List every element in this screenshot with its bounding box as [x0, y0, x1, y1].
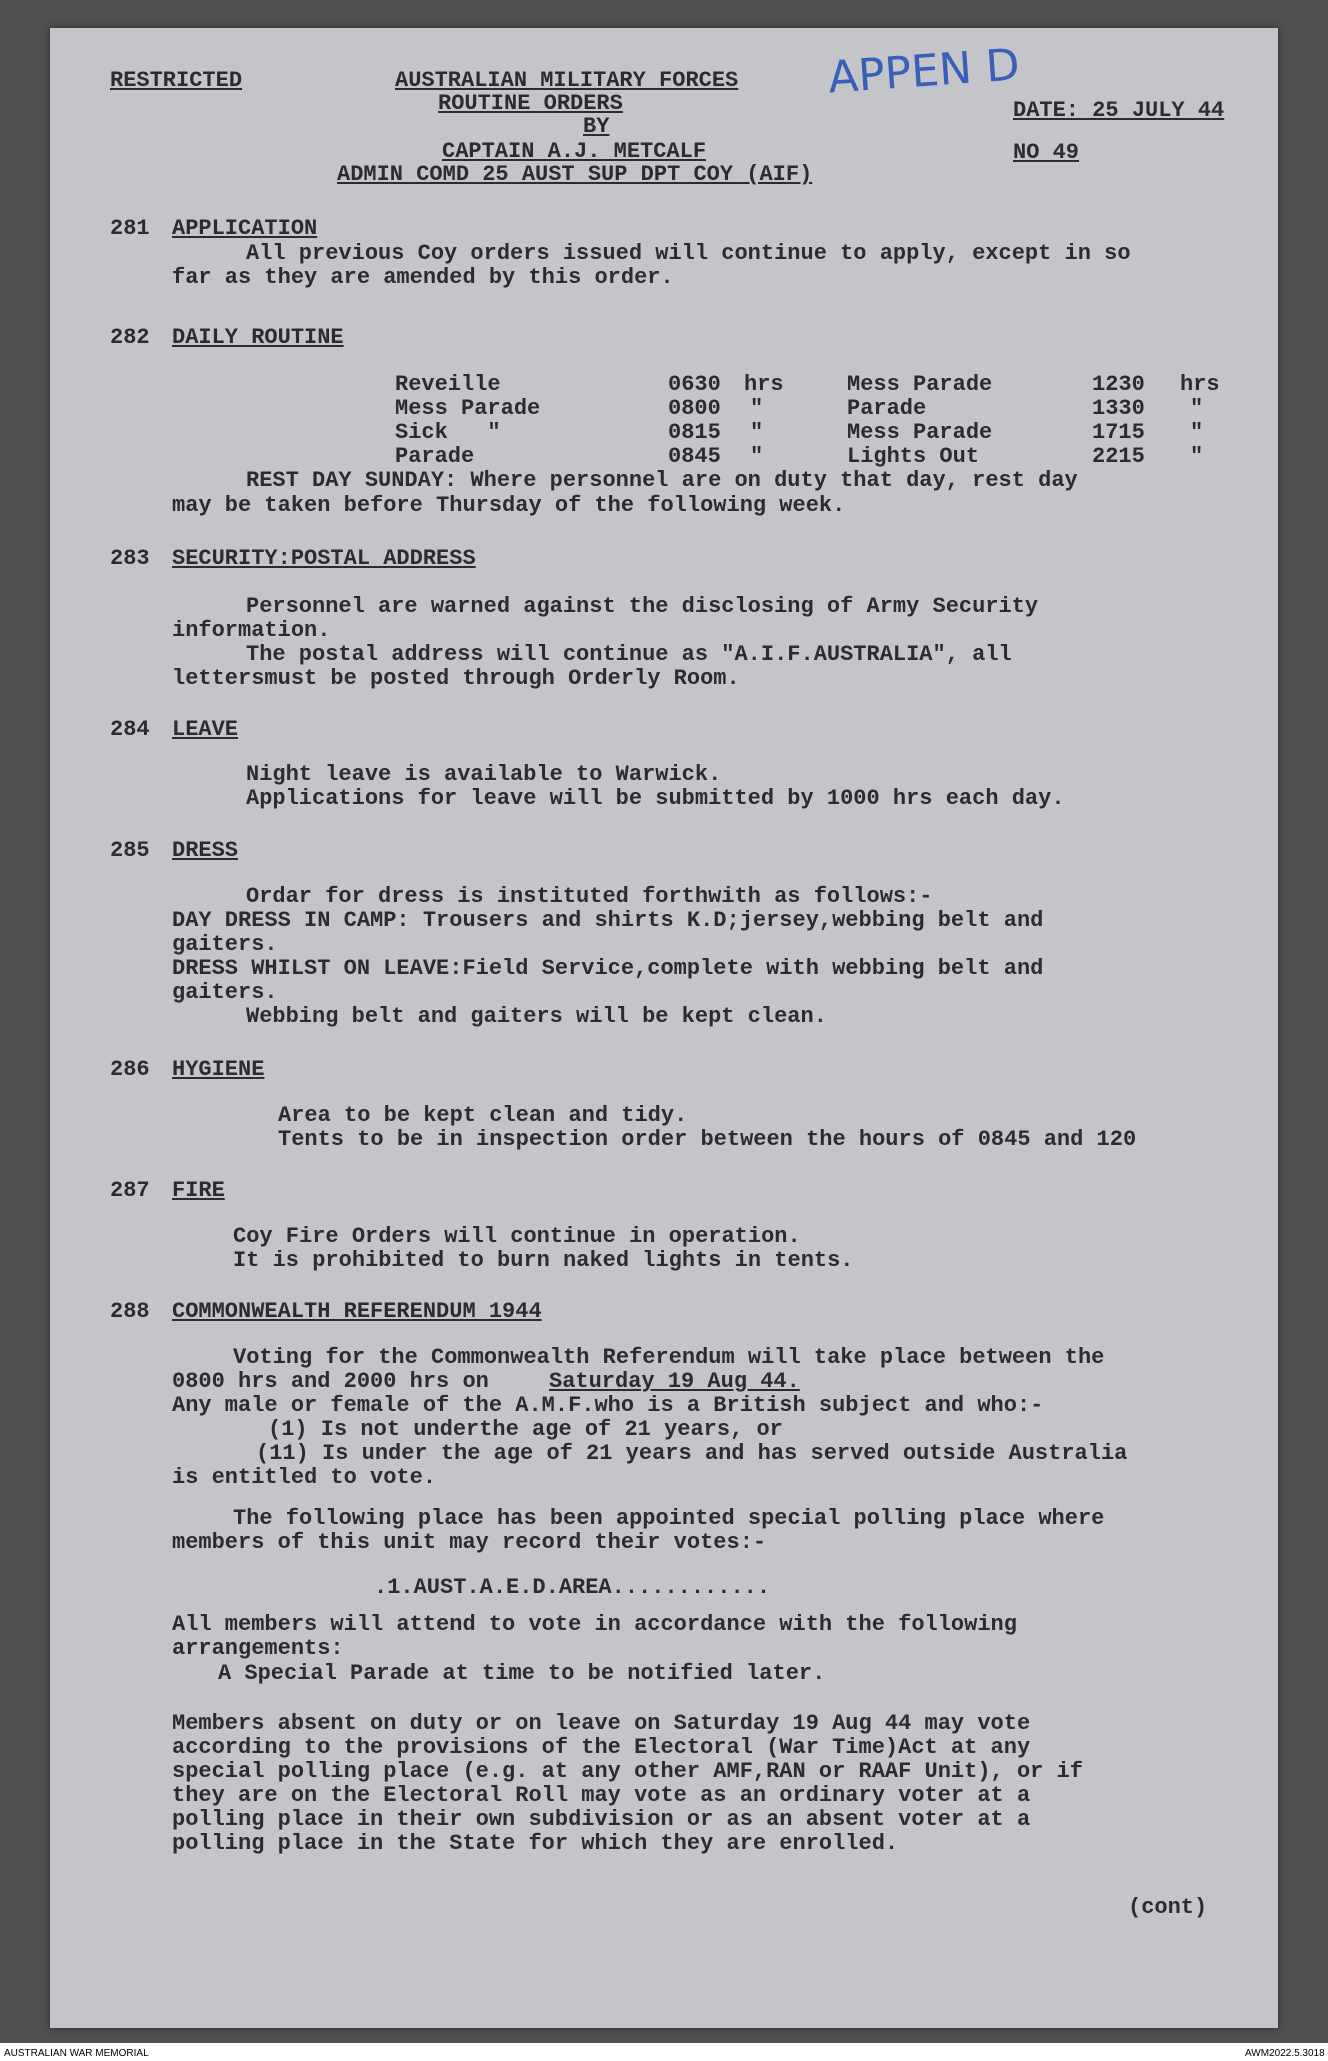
section-title: DAILY ROUTINE	[172, 325, 344, 350]
body-line: (1) Is not underthe age of 21 years, or	[268, 1417, 783, 1442]
body-line: is entitled to vote.	[172, 1465, 437, 1490]
body-line: polling place in the State for which they are enrolled.	[172, 1831, 899, 1856]
body-line: It is prohibited to burn naked lights in tents.	[233, 1248, 854, 1273]
org-title-line2: ROUTINE ORDERS	[438, 91, 623, 116]
org-title-line1: AUSTRALIAN MILITARY FORCES	[395, 68, 739, 93]
section-title: COMMONWEALTH REFERENDUM 1944	[172, 1299, 542, 1324]
routine-time: 2215	[1092, 444, 1145, 469]
body-line: Any male or female of the A.M.F.who is a British subject and who:-	[172, 1393, 1044, 1418]
voting-date: Saturday 19 Aug 44.	[549, 1369, 800, 1394]
body-line: gaiters.	[172, 932, 278, 957]
section-title: LEAVE	[172, 717, 239, 742]
routine-activity: Reveille	[395, 372, 501, 397]
section-number: 284	[110, 717, 150, 742]
routine-activity: Lights Out	[847, 444, 980, 469]
routine-activity: Mess Parade	[847, 372, 993, 397]
restricted-label: RESTRICTED	[110, 68, 243, 93]
footer-bar	[0, 2043, 1328, 2061]
section-title: HYGIENE	[172, 1057, 265, 1082]
body-line: Webbing belt and gaiters will be kept clean.	[246, 1004, 827, 1029]
org-title-line3: BY	[583, 114, 610, 139]
document-page	[50, 28, 1278, 2028]
body-line: (11) Is under the age of 21 years and has served outside Australia	[256, 1441, 1128, 1466]
body-line: they are on the Electoral Roll may vote as an ordinary voter at a	[172, 1783, 1031, 1808]
body-line: DAY DRESS IN CAMP: Trousers and shirts K.D;jersey,webbing belt and	[172, 908, 1044, 933]
body-line: far as they are amended by this order.	[172, 265, 674, 290]
body-line: The postal address will continue as "A.I.F.AUSTRALIA", all	[246, 642, 1012, 667]
routine-unit: "	[1190, 444, 1204, 469]
section-number: 285	[110, 838, 150, 863]
body-line: according to the provisions of the Electoral (War Time)Act at any	[172, 1735, 1031, 1760]
section-title: FIRE	[172, 1178, 225, 1203]
footer-credit: AUSTRALIAN WAR MEMORIAL	[4, 2048, 149, 2059]
org-title-line5: ADMIN COMD 25 AUST SUP DPT COY (AIF)	[337, 162, 813, 187]
body-line: Coy Fire Orders will continue in operation.	[233, 1224, 801, 1249]
routine-time: 0845	[668, 444, 721, 469]
body-line: gaiters.	[172, 980, 278, 1005]
section-number: 283	[110, 546, 150, 571]
routine-unit: hrs	[744, 372, 784, 397]
routine-time: 1230	[1092, 372, 1145, 397]
body-line: All members will attend to vote in accordance with the following	[172, 1612, 1017, 1637]
routine-time: 0815	[668, 420, 721, 445]
section-number: 286	[110, 1057, 150, 1082]
routine-activity: Sick "	[395, 420, 501, 445]
body-line: Ordar for dress is instituted forthwith as follows:-	[246, 884, 933, 909]
body-line: Night leave is available to Warwick.	[246, 762, 722, 787]
body-line: Tents to be in inspection order between the hours of 0845 and 120	[278, 1127, 1137, 1152]
body-line: 0800 hrs and 2000 hrs on	[172, 1369, 489, 1394]
body-line: Personnel are warned against the disclosing of Army Security	[246, 594, 1039, 619]
routine-unit: "	[750, 420, 764, 445]
org-title-line4: CAPTAIN A.J. METCALF	[442, 139, 707, 164]
body-line: Applications for leave will be submitted by 1000 hrs each day.	[246, 786, 1065, 811]
polling-place: .1.AUST.A.E.D.AREA............	[374, 1575, 771, 1600]
routine-time: 1715	[1092, 420, 1145, 445]
section-number: 288	[110, 1299, 150, 1324]
body-line: REST DAY SUNDAY: Where personnel are on duty that day, rest day	[246, 468, 1078, 493]
body-line: lettersmust be posted through Orderly Room.	[172, 666, 740, 691]
routine-unit: "	[750, 396, 764, 421]
routine-activity: Parade	[847, 396, 927, 421]
body-line: Members absent on duty or on leave on Saturday 19 Aug 44 may vote	[172, 1711, 1031, 1736]
routine-unit: hrs	[1180, 372, 1220, 397]
section-number: 282	[110, 325, 150, 350]
body-line: arrangements:	[172, 1636, 344, 1661]
section-title: SECURITY:POSTAL ADDRESS	[172, 546, 476, 571]
footer-accession: AWM2022.5.3018	[1245, 2048, 1325, 2059]
section-number: 281	[110, 216, 150, 241]
body-line: A Special Parade at time to be notified later.	[218, 1661, 826, 1686]
body-line: All previous Coy orders issued will continue to apply, except in so	[246, 241, 1131, 266]
section-number: 287	[110, 1178, 150, 1203]
routine-activity: Mess Parade	[847, 420, 993, 445]
order-number: NO 49	[1013, 140, 1080, 165]
routine-time: 0630	[668, 372, 721, 397]
section-title: APPLICATION	[172, 216, 318, 241]
body-line: The following place has been appointed special polling place where	[233, 1506, 1105, 1531]
continued-label: (cont)	[1128, 1895, 1208, 1920]
body-line: special polling place (e.g. at any other AMF,RAN or RAAF Unit), or if	[172, 1759, 1083, 1784]
order-date: DATE: 25 JULY 44	[1013, 98, 1225, 123]
body-line: members of this unit may record their votes:-	[172, 1530, 767, 1555]
body-line: Area to be kept clean and tidy.	[278, 1103, 688, 1128]
body-line: may be taken before Thursday of the following week.	[172, 493, 846, 518]
body-line: DRESS WHILST ON LEAVE:Field Service,complete with webbing belt and	[172, 956, 1044, 981]
routine-unit: "	[750, 444, 764, 469]
routine-time: 0800	[668, 396, 721, 421]
section-title: DRESS	[172, 838, 239, 863]
body-line: polling place in their own subdivision or as an absent voter at a	[172, 1807, 1031, 1832]
routine-unit: "	[1190, 396, 1204, 421]
body-line: Voting for the Commonwealth Referendum will take place between the	[233, 1345, 1105, 1370]
routine-time: 1330	[1092, 396, 1145, 421]
routine-activity: Parade	[395, 444, 475, 469]
routine-unit: "	[1190, 420, 1204, 445]
handwritten-annotation: APPEN D	[826, 39, 1022, 104]
body-line: information.	[172, 618, 331, 643]
routine-activity: Mess Parade	[395, 396, 541, 421]
